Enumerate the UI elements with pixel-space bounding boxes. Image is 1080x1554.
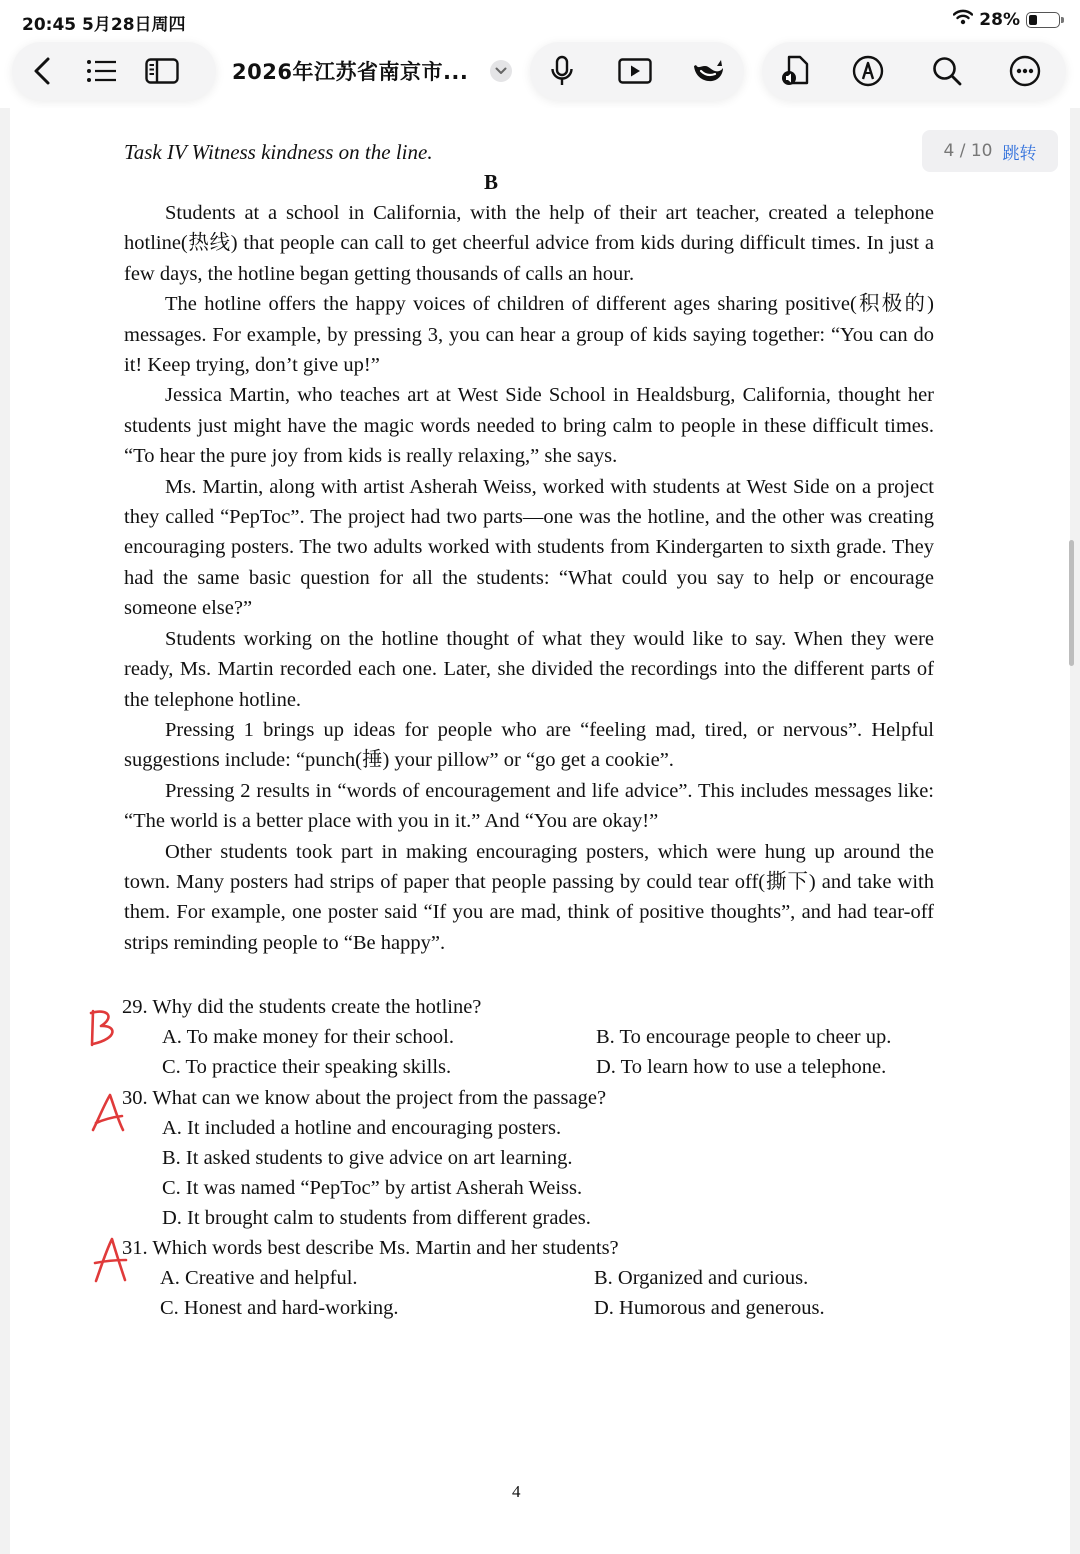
status-bar xyxy=(0,0,1080,40)
question-31-option-c: C. Honest and hard-working. xyxy=(160,1297,399,1319)
page-counter[interactable] xyxy=(922,130,1058,172)
back-button[interactable] xyxy=(12,42,72,100)
markup-button[interactable] xyxy=(828,42,908,100)
search-button[interactable] xyxy=(908,42,986,100)
passage-paragraph: Students at a school in California, with the help of their art teacher, created a telephone hotline(热线) that people can call to get cheerful advice from kids during difficult times. In just a few days, the hotline began getting thousands of calls an hour. xyxy=(124,202,934,285)
chevron-down-icon xyxy=(495,67,507,75)
sidebar-toggle-button[interactable] xyxy=(132,42,192,100)
passage-paragraph: Other students took part in making encouraging posters, which were hung up around the town. Many posters had strips of paper that people passing by could tear off(撕下) and take with them. For example, one poster said “If you are mad, think of positive thoughts”, and had tear-off strips reminding people to “Be happy”. xyxy=(124,840,934,954)
pen-circle-icon xyxy=(852,55,884,87)
battery-percent: 28% xyxy=(979,9,1020,30)
passage xyxy=(124,198,934,958)
passage-paragraph: Pressing 1 brings up ideas for people who are “feeling mad, tired, or nervous”. Helpful suggestions include: “punch(捶) your pillow” or “go get a cookie”. xyxy=(124,718,934,772)
ai-assistant-button[interactable] xyxy=(678,42,738,100)
page-number: 4 xyxy=(512,1482,521,1501)
list-icon xyxy=(86,59,118,83)
passage-paragraph: Students working on the hotline thought of what they would like to say. When they were ready, Ms. Martin recorded each one. Later, she divided the recordings into the different parts of the telephone hotline. xyxy=(124,627,934,711)
document-title: 2026年江苏省南京市... xyxy=(232,60,469,84)
page-count: 4 / 10 xyxy=(943,141,993,161)
whale-icon xyxy=(691,57,725,85)
handwritten-answer-31 xyxy=(92,1236,128,1284)
microphone-button[interactable] xyxy=(532,42,592,100)
scrollbar-thumb[interactable] xyxy=(1069,540,1074,666)
battery-icon xyxy=(1026,12,1060,28)
question-29-option-d: D. To learn how to use a telephone. xyxy=(596,1056,887,1078)
question-30-option-d: D. It brought calm to students from different grades. xyxy=(162,1207,591,1229)
media-toolbar-group xyxy=(530,42,744,100)
question-31-stem: 31. Which words best describe Ms. Martin and her students? xyxy=(122,1237,619,1259)
wifi-icon xyxy=(953,9,973,30)
battery-fill xyxy=(1029,15,1037,25)
passage-paragraph: Pressing 2 results in “words of encouragement and life advice”. This includes messages like: “The world is a better place with you in it.” And “You are okay!” xyxy=(124,779,934,833)
question-29-stem: 29. Why did the students create the hotline? xyxy=(122,996,482,1018)
status-time-date: 20:45 5月28日周四 xyxy=(22,15,186,35)
question-31-option-b: B. Organized and curious. xyxy=(594,1267,809,1289)
question-30-option-c: C. It was named “PepToc” by artist Asherah Weiss. xyxy=(162,1177,583,1199)
microphone-icon xyxy=(550,55,574,87)
question-31-option-a: A. Creative and helpful. xyxy=(160,1267,358,1289)
present-button[interactable] xyxy=(592,42,678,100)
chevron-left-icon xyxy=(30,56,54,86)
document-title-button[interactable] xyxy=(222,42,526,100)
search-icon xyxy=(932,56,962,86)
question-31-option-d: D. Humorous and generous. xyxy=(594,1297,825,1319)
section-letter: B xyxy=(484,170,499,194)
tools-toolbar-group xyxy=(762,42,1066,100)
handwritten-answer-30 xyxy=(90,1092,126,1134)
passage-paragraph: Jessica Martin, who teaches art at West Side School in Healdsburg, California, thought her students just might have the magic words needed to bring calm to people in these difficult times. “To hear the pure joy from kids is really relaxing,” she says. xyxy=(124,384,934,468)
document-speaker-icon xyxy=(780,55,812,87)
question-29-option-a: A. To make money for their school. xyxy=(162,1026,454,1048)
outline-button[interactable] xyxy=(72,42,132,100)
question-29-option-c: C. To practice their speaking skills. xyxy=(162,1056,452,1078)
question-30-option-a: A. It included a hotline and encouraging posters. xyxy=(162,1117,562,1139)
sidebar-icon xyxy=(145,58,179,84)
play-screen-icon xyxy=(618,58,652,84)
jump-to-page-link[interactable]: 跳转 xyxy=(1002,143,1037,164)
more-icon xyxy=(1009,55,1041,87)
nav-toolbar-group xyxy=(12,42,216,100)
task-title: Task IV Witness kindness on the line. xyxy=(124,140,433,164)
passage-paragraph: The hotline offers the happy voices of children of different ages sharing positive(积极的) messages. For example, by pressing 3, you can hear a group of kids saying together: “You can do it! Keep trying, don’t give up!” xyxy=(124,293,934,377)
title-menu-button[interactable] xyxy=(490,60,512,82)
question-30-stem: 30. What can we know about the project from the passage? xyxy=(122,1087,607,1109)
handwritten-answer-29 xyxy=(86,1008,120,1048)
status-indicators xyxy=(953,9,1060,30)
question-30-option-b: B. It asked students to give advice on art learning. xyxy=(162,1147,573,1169)
passage-paragraph: Ms. Martin, along with artist Asherah Weiss, worked with students at West Side on a project they called “PepToc”. The project had two parts—one was the hotline, and the other was creating encouraging posters. The two adults worked with students from Kindergarten to sixth grade. They had the same basic question for all the students: “What could you say to help or encourage someone else?” xyxy=(124,475,934,620)
more-button[interactable] xyxy=(986,42,1064,100)
document-audio-button[interactable] xyxy=(764,42,828,100)
question-29-option-b: B. To encourage people to cheer up. xyxy=(596,1026,892,1048)
